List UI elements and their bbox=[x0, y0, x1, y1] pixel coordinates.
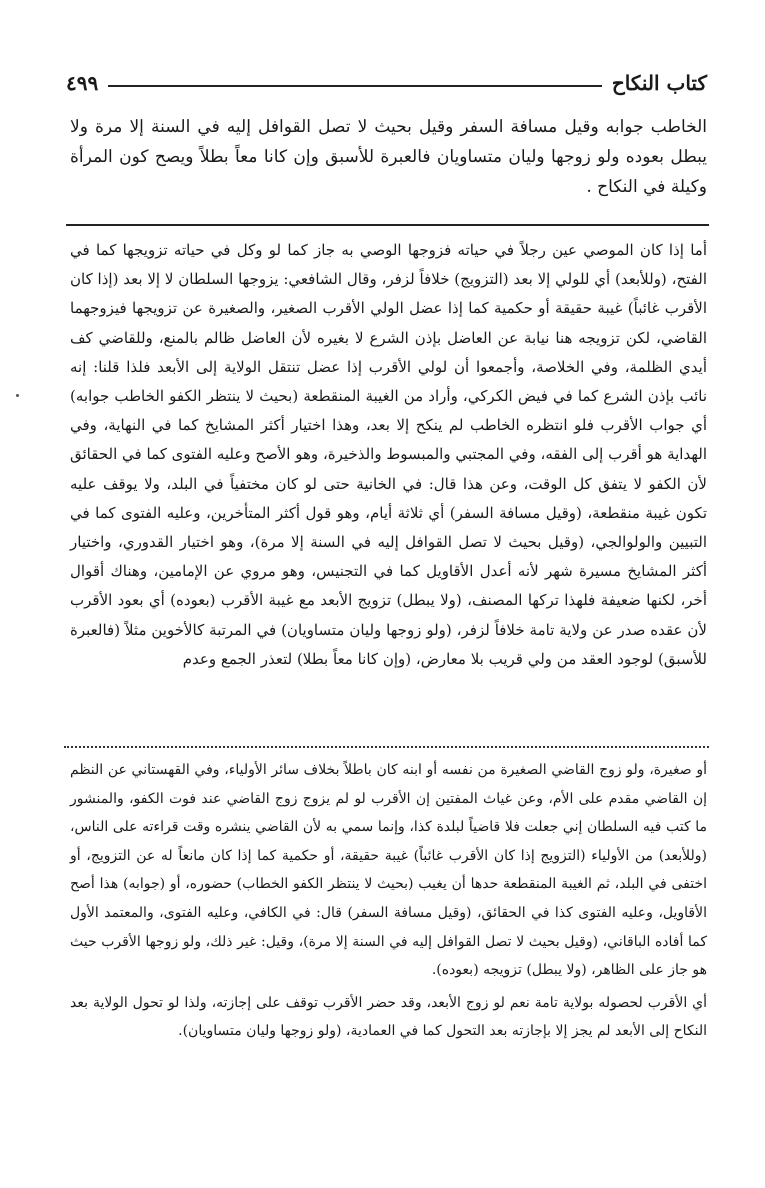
page-header bbox=[66, 68, 707, 98]
second-commentary-block bbox=[70, 756, 707, 1050]
margin-dot bbox=[16, 394, 19, 397]
commentary-separator bbox=[64, 746, 709, 748]
main-text-separator bbox=[66, 224, 709, 226]
commentary-paragraph: أما إذا كان الموصي عين رجلاً في حياته فزوجها الوصي به جاز كما لو وكل في حياته تزويجها كما في الفتح، (وللأبعد) أي للولي إلا بعد (التزويج) خلافاً لزفر، وقال الشافعي: يزوجها السلطان لا إلا بعد (إذا كان الأقرب غائباً) غيبة حقيقة أو حكمية كما إذا عضل الولي الأقرب الصغير، والصغيرة عن تزويجها فيزوجهما القاضي، لكن تزويجه هنا نيابة عن العاضل بإذن الشرع لا بغيره لأن العاضل ظالم بالمنع، وللقاضي كف أيدي الظلمة، وفي الخلاصة، وأجمعوا أن لولي الأقرب إذا عضل تنتقل الولاية إلى الأبعد فلذا قلنا: إنه نائب بإذن الشرع كما في فيض الكركي، وأراد من الغيبة المنقطعة (بحيث لا ينتظر الكفو الخاطب جوابه) أي جواب الأقرب فلو انتظره الخاطب لم ينكح إلا بعد، وهذا اختيار أكثر المشايخ كما في النهاية، وفي الهداية هو أقرب إلى الفقه، وفي المجتبي والمبسوط والذخيرة، وهو الأصح وعليه الفتوى كما في الحقائق لأن الكفو لا يتفق كل الوقت، وعن هذا قال: في الخانية حتى لو كان مختفياً في البلد، ولا يوقف عليه تكون غيبة منقطعة، (وقيل مسافة السفر) أي ثلاثة أيام، وهو قول أكثر المتأخرين، وعليه الفتوى كما في التبيين والولوالجي، (وقيل بحيث لا تصل القوافل إليه في السنة إلا مرة)، وهو اختيار القدوري، واختيار أكثر المشايخ مسيرة شهر لأنه أعدل الأقاويل كما في التجنيس، وهو مروي عن الإمامين، وهناك أقوال أخر، لكنها ضعيفة فلهذا تركها المصنف، (ولا يبطل) تزويج الأبعد مع غيبة الأقرب (بعوده) أي بعود الأقرب لأن عقده صدر عن ولاية تامة خلافاً لزفر، (ولو زوجها وليان متساويان) في المرتبة كالأخوين مثلاً (فالعبرة للأسبق) لوجود العقد من ولي قريب بلا معارض، (وإن كانا معاً بطلا) لتعذر الجمع وعدم bbox=[70, 241, 707, 668]
main-text-paragraph: الخاطب جوابه وقيل مسافة السفر وقيل بحيث لا تصل القوافل إليه في السنة إلا مرة ولا يبطل بعوده ولو زوجها وليان متساويان فالعبرة للأسبق وإن كانا معاً بطلاً ويصح كون المرأة وكيلة في النكاح . bbox=[70, 117, 707, 197]
page-number: ٤٩٩ bbox=[66, 71, 99, 95]
second-commentary-paragraph: أو صغيرة، ولو زوج القاضي الصغيرة من نفسه أو ابنه كان باطلاً بخلاف سائر الأولياء، وفي القهستاني عن النظم إن القاضي مقدم على الأم، وعن غياث المفتين إن الأقرب لو لم يزوج زوج القاضي عند فوت الكفو، والمنشور ما كتب فيه السلطان إني جعلت فلا قاضياً لبلدة كذا، وإنما سمي به لأن القاضي ينشره وقت قراءته على الناس، (وللأبعد) من الأولياء (التزويج إذا كان الأقرب غائباً) غيبة حقيقة، أو حكمية كما إذا كان مانعاً له عن التزويج، أو اختفى في البلد، ثم الغيبة المنقطعة حدها أن يغيب (بحيث لا ينتظر الكفو الخطاب) حضوره، أو (جوابه) هذا أصح الأقاويل، وعليه الفتوى كذا في الحقائق، (وقيل مسافة السفر) قال: في الكافي، وعليه الفتوى، والمعتمد الأول كما أفاده الباقاني، (وقيل بحيث لا تصل القوافل إليه في السنة إلا مرة)، وقيل: غير ذلك، ولو زوجها الأقرب حيث هو جاز على الظاهر، (ولا يبطل) تزويجه (بعوده). bbox=[70, 762, 707, 979]
second-commentary-paragraph: أي الأقرب لحصوله بولاية تامة نعم لو زوج الأبعد، وقد حضر الأقرب توقف على إجازته، ولذا لو تحول الولاية بعد النكاح إلى الأبعد لم يجز إلا بإجازته بعد التحول كما في العمادية، (ولو زوجها وليان متساويان). bbox=[70, 994, 707, 1040]
header-rule bbox=[108, 85, 602, 87]
commentary-block bbox=[70, 236, 707, 674]
main-text-block bbox=[70, 112, 707, 202]
book-title: كتاب النكاح bbox=[611, 71, 707, 95]
